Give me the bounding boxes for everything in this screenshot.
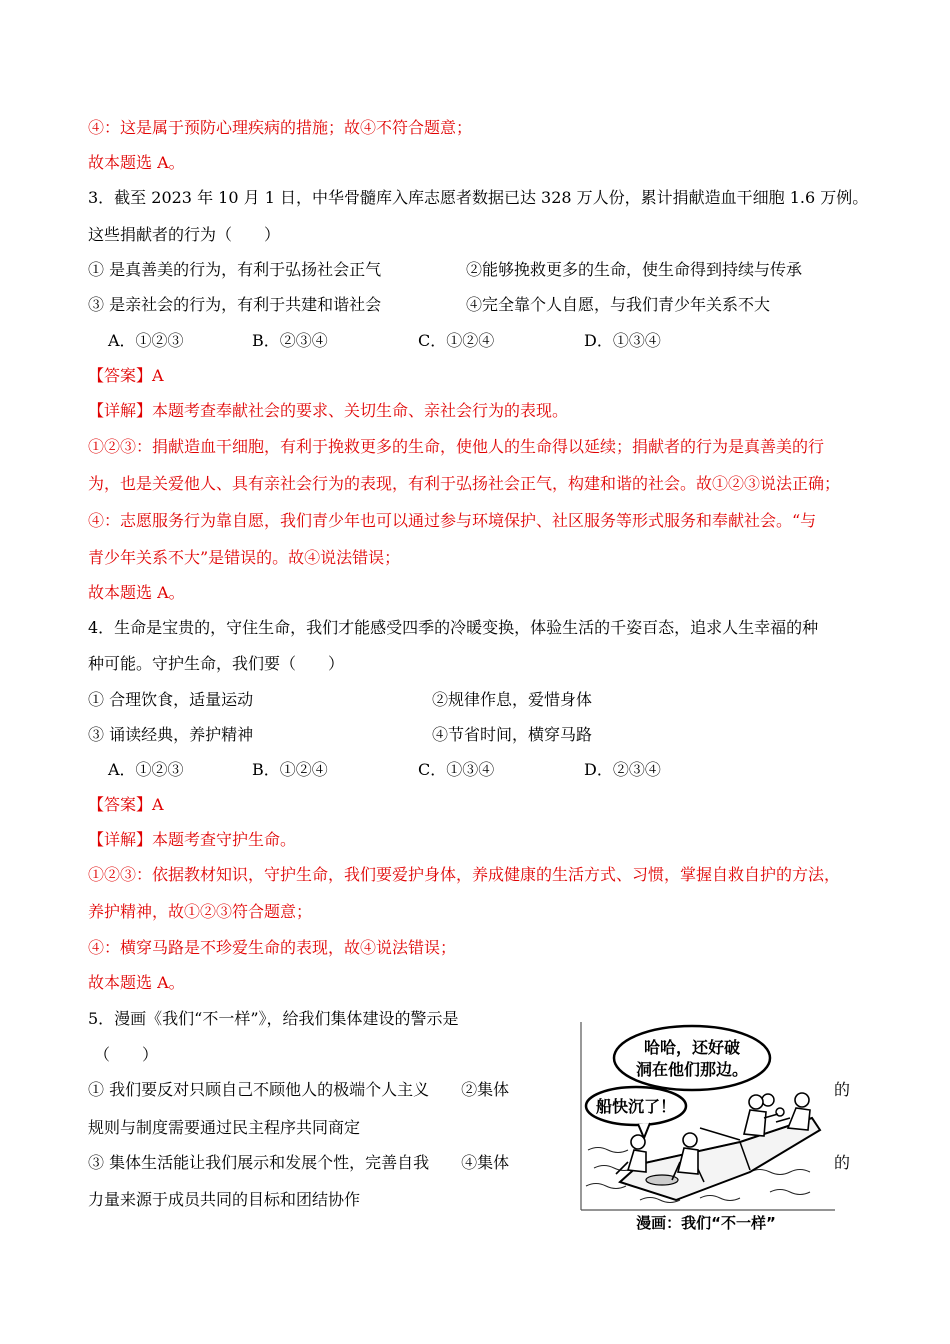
q3-option-b: B．②③④: [252, 331, 328, 350]
q4-stem-line2: 种可能。守护生命，我们要（ ）: [88, 654, 345, 673]
q4-option-d: D．②③④: [584, 760, 661, 779]
q3-statement-1: ① 是真善美的行为，有利于弘扬社会正气: [88, 260, 382, 279]
q3-detail: 【详解】本题考查奉献社会的要求、关切生命、亲社会行为的表现。: [88, 401, 569, 420]
q4-stem-line1: 4．生命是宝贵的，守住生命，我们才能感受四季的冷暖变换，体验生活的千姿百态，追求人生幸福的种: [88, 618, 819, 637]
q5-statement-2-tail: 的: [834, 1153, 851, 1172]
bubble-top-line2: 洞在他们那边。: [635, 1060, 749, 1079]
q3-stem-line1: 3．截至 2023 年 10 月 1 日，中华骨髓库入库志愿者数据已达 328 万人份，累计捐献造血干细胞 1.6 万例。: [88, 188, 869, 207]
comic-drawing: [580, 1022, 836, 1234]
q3-explanation-2: 为，也是关爱他人、具有亲社会行为的表现，有利于弘扬社会正气，构建和谐的社会。故①②③说法正确；: [88, 474, 841, 493]
q4-answer: 【答案】A: [88, 795, 164, 814]
q3-statement-2: ②能够挽救更多的生命，使生命得到持续与传承: [466, 260, 803, 279]
q5-statement-2-cont: 力量来源于成员共同的目标和团结协作: [88, 1190, 361, 1209]
bubble-left-text: 船快沉了！: [595, 1097, 677, 1116]
q3-option-a: A．①②③: [108, 331, 184, 350]
q3-option-c: C．①②④: [418, 331, 495, 350]
q3-option-d: D．①③④: [584, 331, 661, 350]
q4-option-c: C．①③④: [418, 760, 495, 779]
q4-option-a: A．①②③: [108, 760, 184, 779]
q3-conclusion: 故本题选 A。: [88, 583, 185, 602]
q5-statement-1: ① 我们要反对只顾自己不顾他人的极端个人主义 ②集体: [88, 1080, 510, 1099]
oar: [700, 1128, 740, 1140]
q5-statement-1-tail: 的: [834, 1080, 851, 1099]
q3-explanation-4: 青少年关系不大”是错误的。故④说法错误；: [88, 548, 401, 567]
boat-hull: [620, 1118, 820, 1200]
comic-caption: 漫画：我们“不一样”: [636, 1214, 776, 1232]
comic-illustration: [580, 1022, 836, 1234]
q4-statement-1: ① 合理饮食，适量运动: [88, 690, 254, 709]
q5-statement-1-cont: 规则与制度需要通过民主程序共同商定: [88, 1118, 361, 1137]
thought-dot: [762, 1094, 774, 1106]
q3-explanation-1: ①②③：捐献造血干细胞，有利于挽救更多的生命，使他人的生命得以延续；捐献者的行为是真善美的行: [88, 437, 825, 456]
bubble-top-line1: 哈哈，还好破: [643, 1038, 741, 1057]
q4-statement-4: ④节省时间，横穿马路: [432, 725, 593, 744]
q4-statement-3: ③ 诵读经典，养护精神: [88, 725, 254, 744]
q3-statement-3: ③ 是亲社会的行为，有利于共建和谐社会: [88, 295, 382, 314]
q4-detail: 【详解】本题考查守护生命。: [88, 830, 297, 849]
q3-explanation-3: ④：志愿服务行为靠自愿，我们青少年也可以通过参与环境保护、社区服务等形式服务和奉献社会。“与: [88, 511, 817, 530]
q3-stem-line2: 这些捐献者的行为（ ）: [88, 225, 281, 244]
q4-option-b: B．①②④: [252, 760, 328, 779]
q3-answer: 【答案】A: [88, 366, 164, 385]
q4-conclusion: 故本题选 A。: [88, 973, 185, 992]
q4-statement-2: ②规律作息，爱惜身体: [432, 690, 593, 709]
q4-explanation-2: 养护精神，故①②③符合题意；: [88, 902, 313, 921]
prev-explanation-line: ④：这是属于预防心理疾病的措施；故④不符合题意；: [88, 118, 473, 137]
q4-explanation-3: ④：横穿马路是不珍爱生命的表现，故④说法错误；: [88, 938, 457, 957]
prev-conclusion-line: 故本题选 A。: [88, 153, 185, 172]
speech-bubble-top: [614, 1026, 770, 1090]
q5-statement-2: ③ 集体生活能让我们展示和发展个性，完善自我 ④集体: [88, 1153, 510, 1172]
q5-stem-line2: （ ）: [94, 1045, 159, 1064]
q4-explanation-1: ①②③：依据教材知识，守护生命，我们要爱护身体，养成健康的生活方式、习惯，掌握自救自护的方法，: [88, 865, 841, 884]
q5-stem-line1: 5．漫画《我们“不一样”》，给我们集体建设的警示是: [88, 1009, 459, 1028]
q3-statement-4: ④完全靠个人自愿，与我们青少年关系不大: [466, 295, 771, 314]
